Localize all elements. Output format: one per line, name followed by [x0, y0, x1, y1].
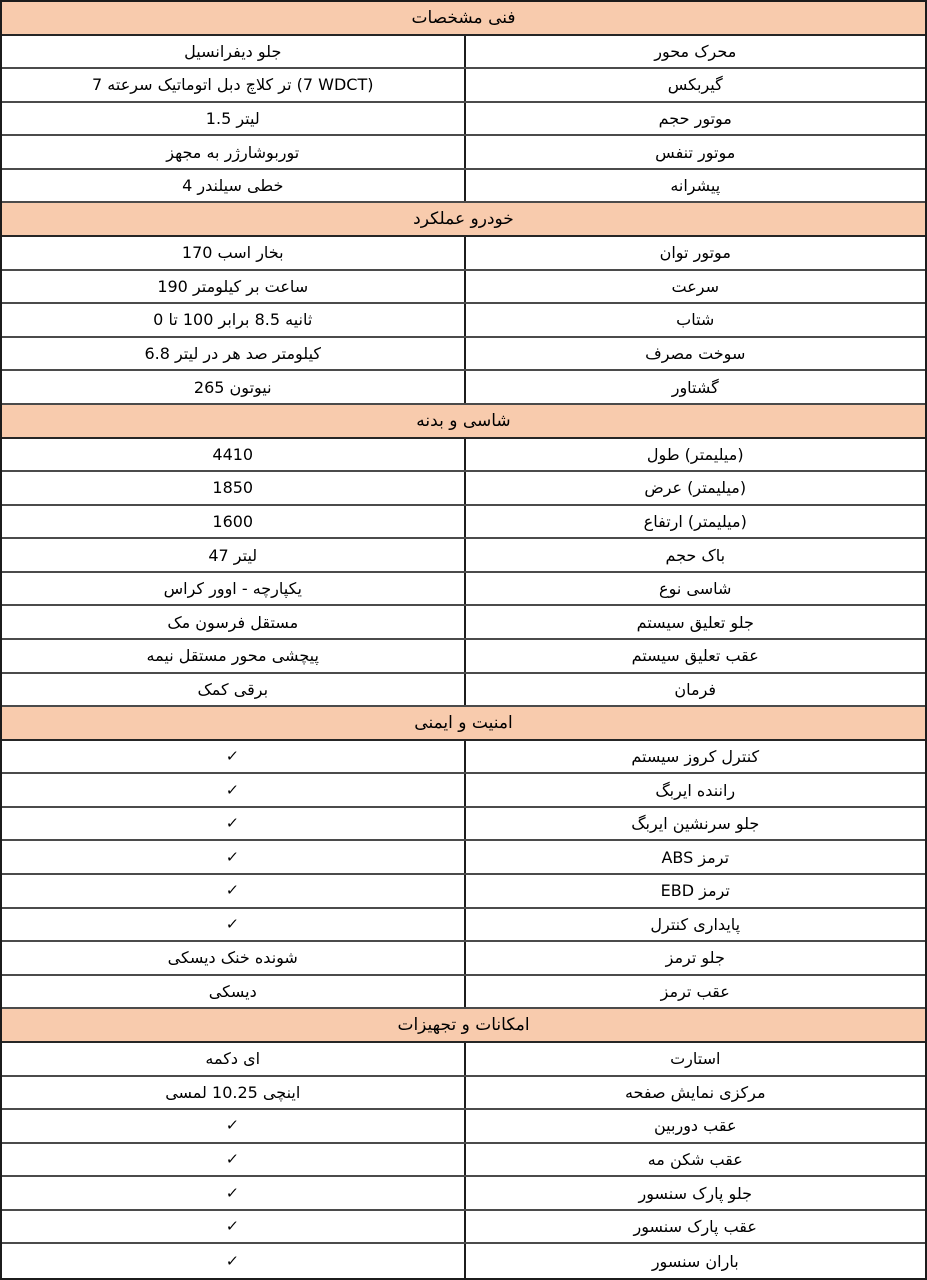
spec-value-cell: دیسکی — [208, 982, 257, 1002]
spec-row — [2, 271, 925, 305]
spec-label-cell: پیشرانه — [464, 170, 926, 202]
spec-label-cell: دوربین ‎عقب — [464, 1110, 926, 1142]
spec-label-cell: سنسور ‎پارک ‎جلو — [464, 1177, 926, 1209]
spec-value-cell — [2, 1110, 464, 1142]
spec-label-cell: کنترل ‎پایداری — [464, 909, 926, 941]
spec-row — [2, 875, 925, 909]
check-icon: ✓ — [225, 847, 241, 866]
spec-row — [2, 439, 925, 473]
spec-row — [2, 1110, 925, 1144]
spec-value-cell: 1.5 ‎لیتر — [205, 109, 260, 129]
spec-label-cell: محور ‎محرک — [464, 36, 926, 68]
spec-row — [2, 606, 925, 640]
check-icon: ✓ — [225, 1116, 241, 1135]
spec-value-cell — [2, 741, 464, 773]
spec-label-cell: سرعت — [464, 271, 926, 303]
spec-row — [2, 136, 925, 170]
section-header: تجهیزات ‎و ‎امکانات — [2, 1009, 925, 1043]
spec-row — [2, 371, 925, 405]
spec-label-cell: استارت — [464, 1043, 926, 1075]
spec-value-cell — [2, 841, 464, 873]
check-icon: ✓ — [225, 747, 241, 766]
spec-row — [2, 741, 925, 775]
spec-label-cell: ارتفاع ‎(میلیمتر) — [464, 506, 926, 538]
spec-row — [2, 1077, 925, 1111]
spec-label-cell: نوع ‎شاسی — [464, 573, 926, 605]
spec-row — [2, 1211, 925, 1245]
spec-value-cell — [2, 1211, 464, 1243]
spec-value-cell: 190 ‎کیلومتر ‎بر ‎ساعت — [157, 276, 309, 296]
check-icon: ✓ — [225, 1183, 241, 1202]
spec-value-cell: مک ‎فرسون ‎مستقل — [167, 612, 299, 632]
check-icon: ✓ — [225, 881, 241, 900]
spec-row — [2, 909, 925, 943]
spec-label-cell: حجم ‎باک — [464, 539, 926, 571]
spec-label-cell: ترمز ‎جلو — [464, 942, 926, 974]
spec-label-cell: طول ‎(میلیمتر) — [464, 439, 926, 471]
spec-row — [2, 640, 925, 674]
spec-value-cell: لمسی ‎10.25 ‎اینچی — [165, 1082, 301, 1102]
check-icon: ✓ — [225, 780, 241, 799]
spec-row — [2, 573, 925, 607]
spec-value-cell: دکمه ‎ای — [205, 1049, 261, 1069]
spec-row — [2, 808, 925, 842]
spec-row — [2, 539, 925, 573]
spec-value-cell: 4410 — [212, 444, 254, 464]
check-icon: ✓ — [225, 914, 241, 933]
section-header: بدنه ‎و ‎شاسی — [2, 405, 925, 439]
spec-value-cell: 1850 — [212, 478, 254, 498]
spec-label-cell: سنسور ‎باران — [464, 1244, 926, 1278]
spec-value-cell: کراس ‎اوور ‎- ‎یکپارچه — [163, 579, 302, 599]
spec-value-cell: نیمه ‎مستقل ‎محور ‎پیچشی — [146, 646, 319, 666]
spec-label-cell: سنسور ‎پارک ‎عقب — [464, 1211, 926, 1243]
spec-label-cell: ترمز ‎عقب — [464, 976, 926, 1008]
spec-row — [2, 69, 925, 103]
spec-value-cell: دیسکی ‎خنک ‎شونده — [167, 948, 298, 968]
spec-value-cell: کمک ‎برقی — [197, 679, 269, 699]
spec-row — [2, 976, 925, 1010]
spec-value-cell — [2, 909, 464, 941]
spec-row — [2, 338, 925, 372]
spec-label-cell: مصرف ‎سوخت — [464, 338, 926, 370]
spec-value-cell — [2, 875, 464, 907]
spec-label-cell: ترمز ‎EBD — [464, 875, 926, 907]
spec-value-cell — [2, 1244, 464, 1278]
spec-label-cell: سیستم ‎تعلیق ‎عقب — [464, 640, 926, 672]
spec-label-cell: تنفس ‎موتور — [464, 136, 926, 168]
spec-row — [2, 674, 925, 708]
spec-label-cell: عرض ‎(میلیمتر) — [464, 472, 926, 504]
spec-value-cell — [2, 1177, 464, 1209]
check-icon: ✓ — [225, 1149, 241, 1168]
section-header: ایمنی ‎و ‎امنیت — [2, 707, 925, 741]
spec-label-cell: ایربگ ‎راننده — [464, 774, 926, 806]
spec-label-cell: شتاب — [464, 304, 926, 336]
spec-row — [2, 1177, 925, 1211]
spec-label-cell: سیستم ‎تعلیق ‎جلو — [464, 606, 926, 638]
spec-row — [2, 1244, 925, 1278]
spec-row — [2, 506, 925, 540]
spec-value-cell — [2, 774, 464, 806]
spec-label-cell: ترمز ‎ABS — [464, 841, 926, 873]
spec-value-cell: مجهز ‎به ‎توربوشارژر — [166, 142, 300, 162]
spec-value-cell: 265 ‎نیوتون — [193, 377, 272, 397]
spec-label-cell: توان ‎موتور — [464, 237, 926, 269]
spec-value-cell — [2, 808, 464, 840]
spec-row — [2, 1043, 925, 1077]
check-icon: ✓ — [225, 1251, 241, 1270]
spec-label-cell: گیربکس — [464, 69, 926, 101]
spec-value-cell: 0 ‎تا ‎100 ‎برابر ‎8.5 ‎ثانیه — [153, 310, 313, 330]
spec-value-cell: دیفرانسیل ‎جلو — [184, 41, 282, 61]
spec-row — [2, 103, 925, 137]
spec-value-cell: 170 ‎اسب ‎بخار — [181, 243, 284, 263]
check-icon: ✓ — [225, 814, 241, 833]
spec-row — [2, 841, 925, 875]
spec-label-cell: ایربگ ‎سرنشین ‎جلو — [464, 808, 926, 840]
spec-value-cell: 7 ‎سرعته ‎اتوماتیک ‎دبل ‎کلاچ ‎تر ‎(7 ‎WDCT) — [92, 75, 374, 95]
spec-value-cell: 47 ‎لیتر — [208, 545, 258, 565]
spec-value-cell — [2, 1144, 464, 1176]
spec-label-cell: صفحه ‎نمایش ‎مرکزی — [464, 1077, 926, 1109]
spec-label-cell: فرمان — [464, 674, 926, 706]
section-header: مشخصات ‎فنی — [2, 2, 925, 36]
spec-label-cell: حجم ‎موتور — [464, 103, 926, 135]
check-icon: ✓ — [225, 1217, 241, 1236]
section-header: عملکرد ‎خودرو — [2, 203, 925, 237]
spec-row — [2, 1144, 925, 1178]
spec-row — [2, 942, 925, 976]
spec-label-cell: گشتاور — [464, 371, 926, 403]
spec-value-cell: 4 ‎سیلندر ‎خطی — [182, 176, 284, 196]
spec-row — [2, 170, 925, 204]
spec-row — [2, 36, 925, 70]
spec-label-cell: سیستم ‎کروز ‎کنترل — [464, 741, 926, 773]
spec-label-cell: مه ‎شکن ‎عقب — [464, 1144, 926, 1176]
spec-row — [2, 304, 925, 338]
spec-value-cell: 6.8 ‎لیتر ‎در ‎هر ‎صد ‎کیلومتر — [144, 344, 322, 364]
spec-row — [2, 774, 925, 808]
spec-row — [2, 472, 925, 506]
spec-row — [2, 237, 925, 271]
spec-value-cell: 1600 — [212, 511, 254, 531]
